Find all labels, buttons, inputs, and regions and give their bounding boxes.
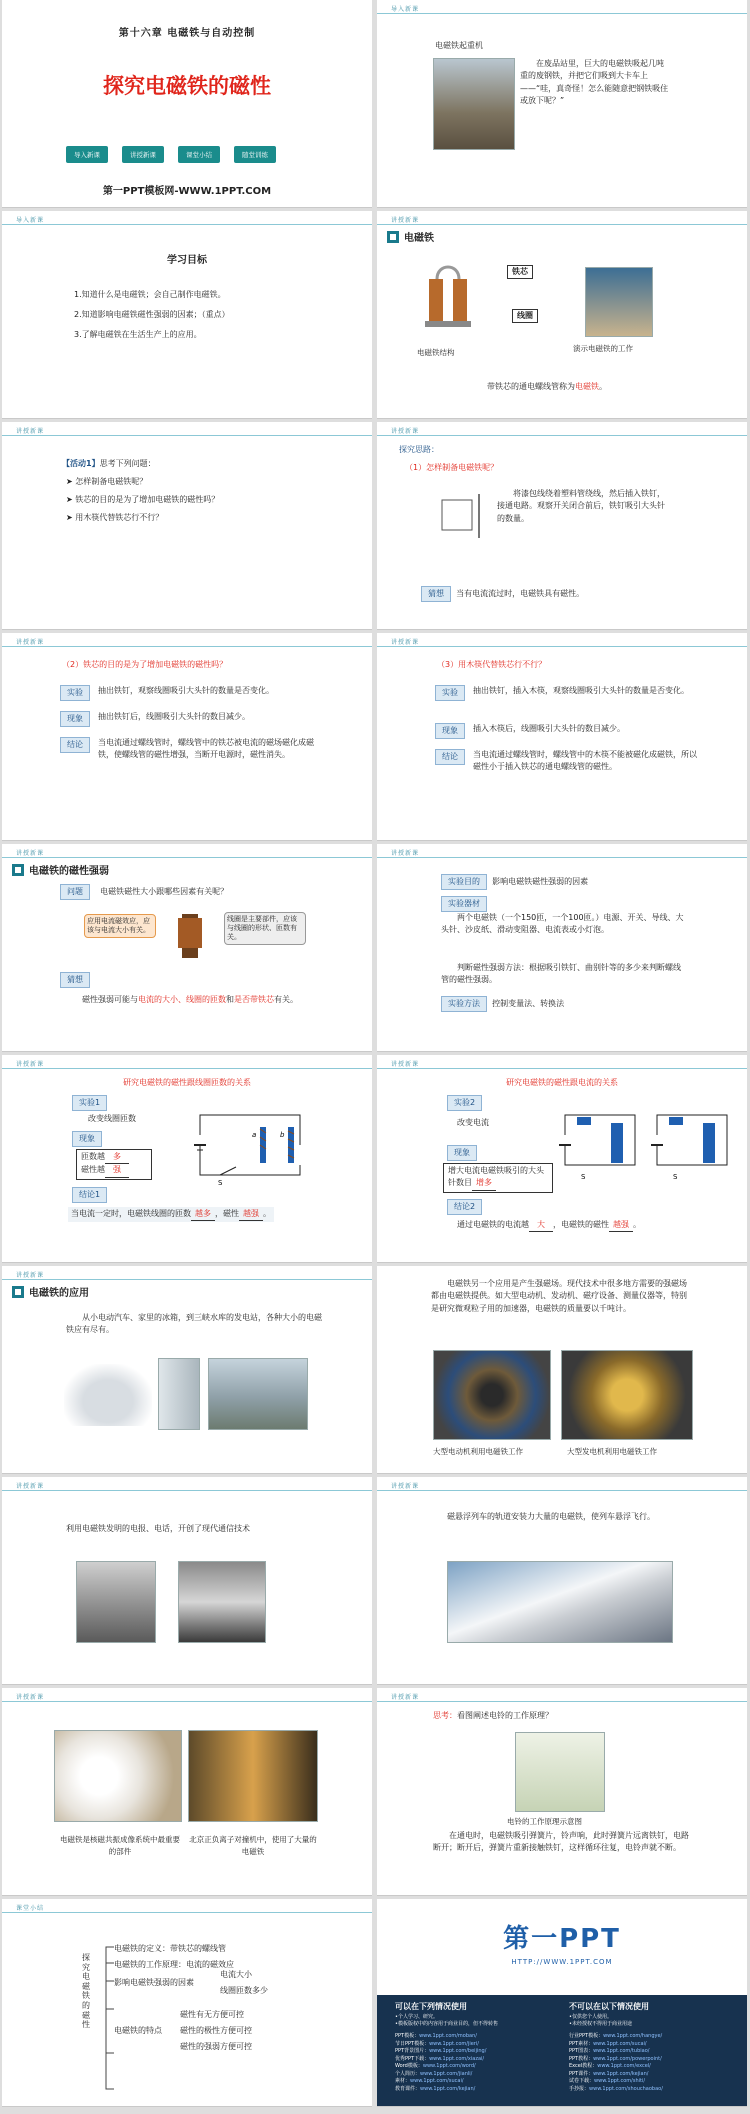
tag-equipment: 实验器材 [441, 896, 487, 912]
think-line: 思考：看图阐述电铃的工作原理？ [433, 1711, 553, 1720]
lesson-title: 探究电磁铁的磁性 [103, 74, 271, 98]
section-icon [12, 864, 24, 876]
section-title: 电磁铁 [387, 229, 434, 244]
tag-phenomenon: 现象 [72, 1131, 102, 1147]
experiment-text: 抽出铁钉，插入木筷，观察线圈吸引大头针的数量是否变化。 [473, 686, 689, 695]
tag-conclusion1: 结论1 [72, 1187, 107, 1203]
switch-label: S [581, 1173, 586, 1181]
tag-experiment: 实验 [435, 685, 465, 701]
tag-phenomenon: 现象 [60, 711, 90, 727]
slide-19-summary [2, 1899, 372, 2107]
application-text: 从小电动汽车、家里的冰箱，到三峡水库的发电站，各种大小的电磁铁应有尽有。 [66, 1313, 322, 1335]
license-panel [377, 1995, 747, 2107]
label-coil: 线圈 [512, 309, 538, 323]
fridge-photo [158, 1358, 200, 1430]
slide-7-core-question [2, 633, 372, 841]
tag-guess: 猜想 [60, 972, 90, 988]
telecom-text: 利用电磁铁发明的电报、电话，开创了现代通信技术 [66, 1524, 250, 1533]
caption-structure: 电磁铁结构 [417, 348, 455, 357]
generator-photo [561, 1350, 693, 1440]
tag-exp1: 实验1 [72, 1095, 107, 1111]
motor-photo [433, 1350, 551, 1440]
goal-item: 2.知道影响电磁铁磁性强弱的因素；（重点） [74, 310, 230, 319]
tag-conclusion2: 结论2 [447, 1199, 482, 1215]
link-item[interactable]: 优秀PPT下载：www.1ppt.com/xiazai/ [395, 2055, 485, 2062]
slide-header: 导入新课 [391, 6, 420, 13]
activity-line: 【活动1】思考下列问题： [62, 459, 156, 468]
collider-photo [188, 1730, 318, 1822]
question-item: ➤ 怎样制备电磁铁呢？ [66, 477, 148, 486]
summary-feature-2: 磁性的极性方便可控 [180, 2026, 252, 2035]
bell-text: 在通电时，电磁铁吸引弹簧片，铃声响，此时弹簧片远离铁钉，电路断开；断开后，弹簧片重新接触铁钉，这样循环往复，电铃声就不断。 [433, 1831, 689, 1853]
equipment-text: 两个电磁铁（一个150匝，一个100匝。）电源、开关、导线、大头针、沙皮纸、滑动变阻器、电流表或小灯泡。 [441, 913, 684, 935]
slide-header: 讲授新课 [391, 428, 420, 435]
motor-caption: 大型电动机利用电磁铁工作 [433, 1447, 523, 1456]
slide-3-goals [2, 211, 372, 419]
conclusion-line: 通过电磁铁的电流越 大 ，电磁铁的磁性 越强 。 [457, 1219, 641, 1232]
demo-photo [585, 267, 653, 337]
tag-exp2: 实验2 [447, 1095, 482, 1111]
link-item[interactable]: 素材：www.1ppt.com/sucai/ [395, 2078, 464, 2084]
coil-b-label: b [280, 1131, 285, 1139]
caption-demo: 演示电磁铁的工作 [573, 344, 633, 353]
goal-item: 1.知道什么是电磁铁；会自己制作电磁铁。 [74, 290, 226, 299]
crane-photo [433, 58, 515, 150]
judge-text: 判断磁性强弱方法：根据吸引铁钉、曲别针等的多少来判断螺线管的磁性强弱。 [441, 963, 681, 985]
circuit-diagram-turns [180, 1105, 320, 1185]
generator-caption: 大型发电机利用电磁铁工作 [567, 1447, 657, 1456]
slide-2-intro [377, 0, 747, 208]
field-text: 电磁铁另一个应用是产生强磁场。现代技术中很多地方需要的强磁场都由电磁铁提供。如大型电动机、发动机、磁疗设备、测量仪器等，特别是研究微观粒子用的加速器，电磁铁的质量要以千吨计。 [431, 1279, 687, 1313]
method-line: 实验方法 控制变量法、转换法 [441, 996, 564, 1012]
slide-14-strong-field [377, 1266, 747, 1474]
telegraph-photo [76, 1561, 156, 1643]
slide-header: 讲授新课 [16, 1694, 45, 1701]
question: （3）用木筷代替铁芯行不行？ [437, 660, 547, 669]
circuit-diagram-current-2 [647, 1105, 737, 1185]
section-icon [387, 231, 399, 243]
phenomenon-text: 插入木筷后，线圈吸引大头针的数目减少。 [473, 724, 625, 733]
slide-header: 课堂小结 [16, 1905, 45, 1912]
site-logo: 第一PPT [503, 1924, 621, 1954]
tag-experiment: 实验 [60, 685, 90, 701]
slide-8-chopstick [377, 633, 747, 841]
summary-factor-current: 电流大小 [220, 1970, 252, 1979]
coil-a-label: a [252, 1131, 257, 1139]
tag-phenomenon: 现象 [435, 723, 465, 739]
slide-header: 讲授新课 [16, 1483, 45, 1490]
site-url: 第一PPT模板网-WWW.1PPT.COM [102, 186, 272, 197]
summary-feature-1: 磁性有无方便可控 [180, 2010, 244, 2019]
forbidden-sub: •仅供您个人使用。 [569, 2014, 612, 2020]
coil-image [160, 908, 220, 964]
goals-heading: 学习目标 [167, 255, 207, 266]
phenomenon-text: 抽出铁钉后，线圈吸引大头针的数目减少。 [98, 712, 250, 721]
summary-factor-turns: 线圈匝数多少 [220, 1986, 268, 1995]
experiment-text: 抽出铁钉，观察线圈吸引大头针的数量是否变化。 [98, 686, 274, 695]
slide-11-turns [2, 1055, 372, 1263]
bell-diagram [515, 1732, 605, 1812]
allowed-sub: •模板版权中的内容用于商业目的，但不得转售 [395, 2021, 498, 2027]
definition-line: 带铁芯的通电螺线管称为电磁铁。 [487, 382, 607, 391]
car-photo [64, 1364, 152, 1426]
slide-1-title [2, 0, 372, 208]
dam-photo [208, 1358, 308, 1430]
link-item[interactable]: PPT课件：www.1ppt.com/kejian/ [569, 2070, 649, 2077]
nav-buttons [66, 146, 276, 163]
summary-principle: 电磁铁的工作原理：电流的磁效应 [114, 1960, 234, 1969]
forbidden-title: 不可以在以下情况使用 [569, 2002, 649, 2011]
bell-caption: 电铃的工作原理示意图 [507, 1817, 582, 1826]
intro-text: 在废品站里，巨大的电磁铁吸起几吨重的废钢铁，并把它们吸到大卡车上——“哇，真奇怪！怎么能随意把钢铁吸住或放下呢？” [520, 59, 669, 106]
summary-factors: 影响电磁铁强弱的因素 [114, 1978, 194, 1987]
goal-item: 3.了解电磁铁在生活生产上的应用。 [74, 330, 202, 339]
slide-17-medical [2, 1688, 372, 1896]
forbidden-sub: •未经授权不得用于商业用途 [569, 2021, 632, 2027]
nav-button-practice[interactable]: 随堂训练 [234, 146, 276, 163]
slide-15-telecom [2, 1477, 372, 1685]
phenomenon-box: 匝数越 多 磁性越 强 [76, 1149, 152, 1180]
link-item[interactable]: 手抄报：www.1ppt.com/shouchaobao/ [569, 2085, 663, 2092]
slide-18-bell [377, 1688, 747, 1896]
link-item[interactable]: PPT图表：www.1ppt.com/tubiao/ [569, 2048, 650, 2054]
slide-header: 讲授新课 [391, 217, 420, 224]
links-right [569, 2033, 663, 2093]
slide-header: 讲授新课 [391, 1061, 420, 1068]
slide-4-electromagnet [377, 211, 747, 419]
slide-header: 讲授新课 [391, 850, 420, 857]
section-icon [12, 1286, 24, 1298]
link-item[interactable]: Excel教程：www.1ppt.com/excel/ [569, 2063, 651, 2069]
guess-text: 磁性强弱可能与电流的大小、线圈的匝数和是否带铁芯有关。 [82, 995, 298, 1004]
nav-button-intro[interactable]: 导入新课 [66, 146, 108, 163]
section-title: 电磁铁的磁性强弱 [12, 862, 109, 877]
link-item[interactable]: 行业PPT模板：www.1ppt.com/hangye/ [569, 2033, 663, 2039]
links-left [395, 2033, 486, 2093]
collider-caption: 北京正负离子对撞机中，使用了大量的电磁铁 [189, 1835, 317, 1856]
site-url[interactable]: HTTP://WWW.1PPT.COM [511, 1958, 613, 1966]
slide-6-thinking [377, 422, 747, 630]
telephone-photo [178, 1561, 266, 1643]
summary-root: 探究电磁铁的磁性 [82, 1953, 90, 2030]
conclusion-text: 当电流通过螺线管时，螺线管中的铁芯被电流的磁场磁化成磁铁，使螺线管的磁性增强，当断开电源时，磁性消失。 [98, 738, 314, 760]
summary-feature-3: 磁性的强弱方便可控 [180, 2042, 252, 2051]
thinking-title: 探究思路： [399, 445, 439, 454]
label-core: 铁芯 [507, 265, 533, 279]
crane-caption: 电磁铁起重机 [435, 41, 483, 50]
question: （2）铁芯的目的是为了增加电磁铁的磁性吗？ [62, 660, 228, 669]
slide-13-application [2, 1266, 372, 1474]
circuit-diagram-current-1 [555, 1105, 645, 1185]
sub-text: 改变线圈匝数 [88, 1114, 136, 1123]
link-item[interactable]: 试卷下载：www.1ppt.com/shiti/ [569, 2078, 646, 2084]
guess-line: 猜想 当有电流流过时，电磁铁具有磁性。 [421, 586, 584, 602]
slide-5-activity [2, 422, 372, 630]
slide-header: 讲授新课 [16, 639, 45, 646]
slide-header: 导入新课 [16, 217, 45, 224]
slide-header: 讲授新课 [391, 1483, 420, 1490]
nav-button-summary[interactable]: 课堂小结 [178, 146, 220, 163]
conclusion-text: 当电流通过螺线管时，螺线管中的木筷不能被磁化成磁铁，所以磁性小于插入铁芯的通电螺线管的磁性。 [473, 750, 697, 772]
slide-header: 讲授新课 [16, 1272, 45, 1279]
tag-phenomenon: 现象 [447, 1145, 477, 1161]
question-item: ➤ 用木筷代替铁芯行不行？ [66, 513, 164, 522]
maglev-text: 磁悬浮列车的轨道安装力大量的电磁铁，使列车悬浮飞行。 [447, 1512, 655, 1521]
section-title: 电磁铁的应用 [12, 1284, 89, 1299]
link-item[interactable]: 节日PPT模板：www.1ppt.com/jieri/ [395, 2040, 479, 2047]
conclusion-line: 当电流一定时，电磁铁线圈的匝数 越多 ，磁性 越强 。 [68, 1207, 274, 1222]
bubble-current: 应用电流磁效应，应该与电流大小有关。 [84, 914, 156, 938]
tag-conclusion: 结论 [435, 749, 465, 765]
slide-12-current [377, 1055, 747, 1263]
slide-header: 讲授新课 [391, 1694, 420, 1701]
slide-9-strength [2, 844, 372, 1052]
summary-features: 电磁铁的特点 [114, 2026, 162, 2035]
slide-header: 讲授新课 [16, 850, 45, 857]
slide-header: 讲授新课 [391, 639, 420, 646]
slide-16-maglev [377, 1477, 747, 1685]
chapter-title: 第十六章 电磁铁与自动控制 [118, 28, 256, 39]
link-item[interactable]: 教育课件：www.1ppt.com/kejian/ [395, 2085, 476, 2092]
tag-conclusion: 结论 [60, 737, 90, 753]
allowed-sub: •个人学习、研究。 [395, 2014, 438, 2020]
link-item[interactable]: PPT教程：www.1ppt.com/powerpoint/ [569, 2055, 662, 2062]
circuit-sketch [437, 492, 487, 542]
slide-10-setup [377, 844, 747, 1052]
experiment-title: 研究电磁铁的磁性跟电流的关系 [506, 1078, 618, 1087]
slide-header: 讲授新课 [16, 1061, 45, 1068]
question-line: 问题 电磁铁磁性大小跟哪些因素有关呢？ [60, 884, 228, 900]
electromagnet-diagram [407, 261, 507, 341]
nav-button-lecture[interactable]: 讲授新课 [122, 146, 164, 163]
bubble-coil: 线圈是主要部件，应该与线圈的形状、匝数有关。 [224, 912, 306, 945]
link-item[interactable]: Word模板：www.1ppt.com/word/ [395, 2063, 476, 2069]
sub-text: 改变电流 [457, 1118, 489, 1127]
mri-caption: 电磁铁是核磁共振成像系统中最重要的部件 [60, 1835, 180, 1856]
link-item[interactable]: PPT素材：www.1ppt.com/sucai/ [569, 2040, 647, 2047]
switch-label: S [218, 1179, 223, 1185]
switch-label: S [673, 1173, 678, 1181]
maglev-photo [447, 1561, 673, 1643]
summary-definition: 电磁铁的定义：带铁芯的螺线管 [114, 1944, 226, 1953]
goal-line: 实验目的 影响电磁铁磁性强弱的因素 [441, 874, 588, 890]
experiment-title: 研究电磁铁的磁性跟线圈匝数的关系 [123, 1078, 251, 1087]
tag-guess: 猜想 [421, 586, 451, 602]
link-item[interactable]: PPT背景图片：www.1ppt.com/beijing/ [395, 2048, 487, 2054]
slide-header: 讲授新课 [16, 428, 45, 435]
mri-photo [54, 1730, 182, 1822]
slide-20-license [377, 1899, 747, 2107]
allowed-title: 可以在下列情况使用 [395, 2002, 467, 2011]
link-item[interactable]: PPT模板：www.1ppt.com/moban/ [395, 2033, 477, 2039]
link-item[interactable]: 个人简历：www.1ppt.com/jianli/ [395, 2070, 473, 2077]
question-item: ➤ 铁芯的目的是为了增加电磁铁的磁性吗？ [66, 495, 220, 504]
phenomenon-box: 增大电流电磁铁吸引的大头针数目 增多 [443, 1163, 553, 1193]
method-text: 将漆包线绕着塑料管绕线，然后插入铁钉，接通电路。观察开关闭合前后，铁钉吸引大头针的数量。 [497, 489, 665, 523]
question: （1）怎样制备电磁铁呢？ [405, 463, 499, 472]
